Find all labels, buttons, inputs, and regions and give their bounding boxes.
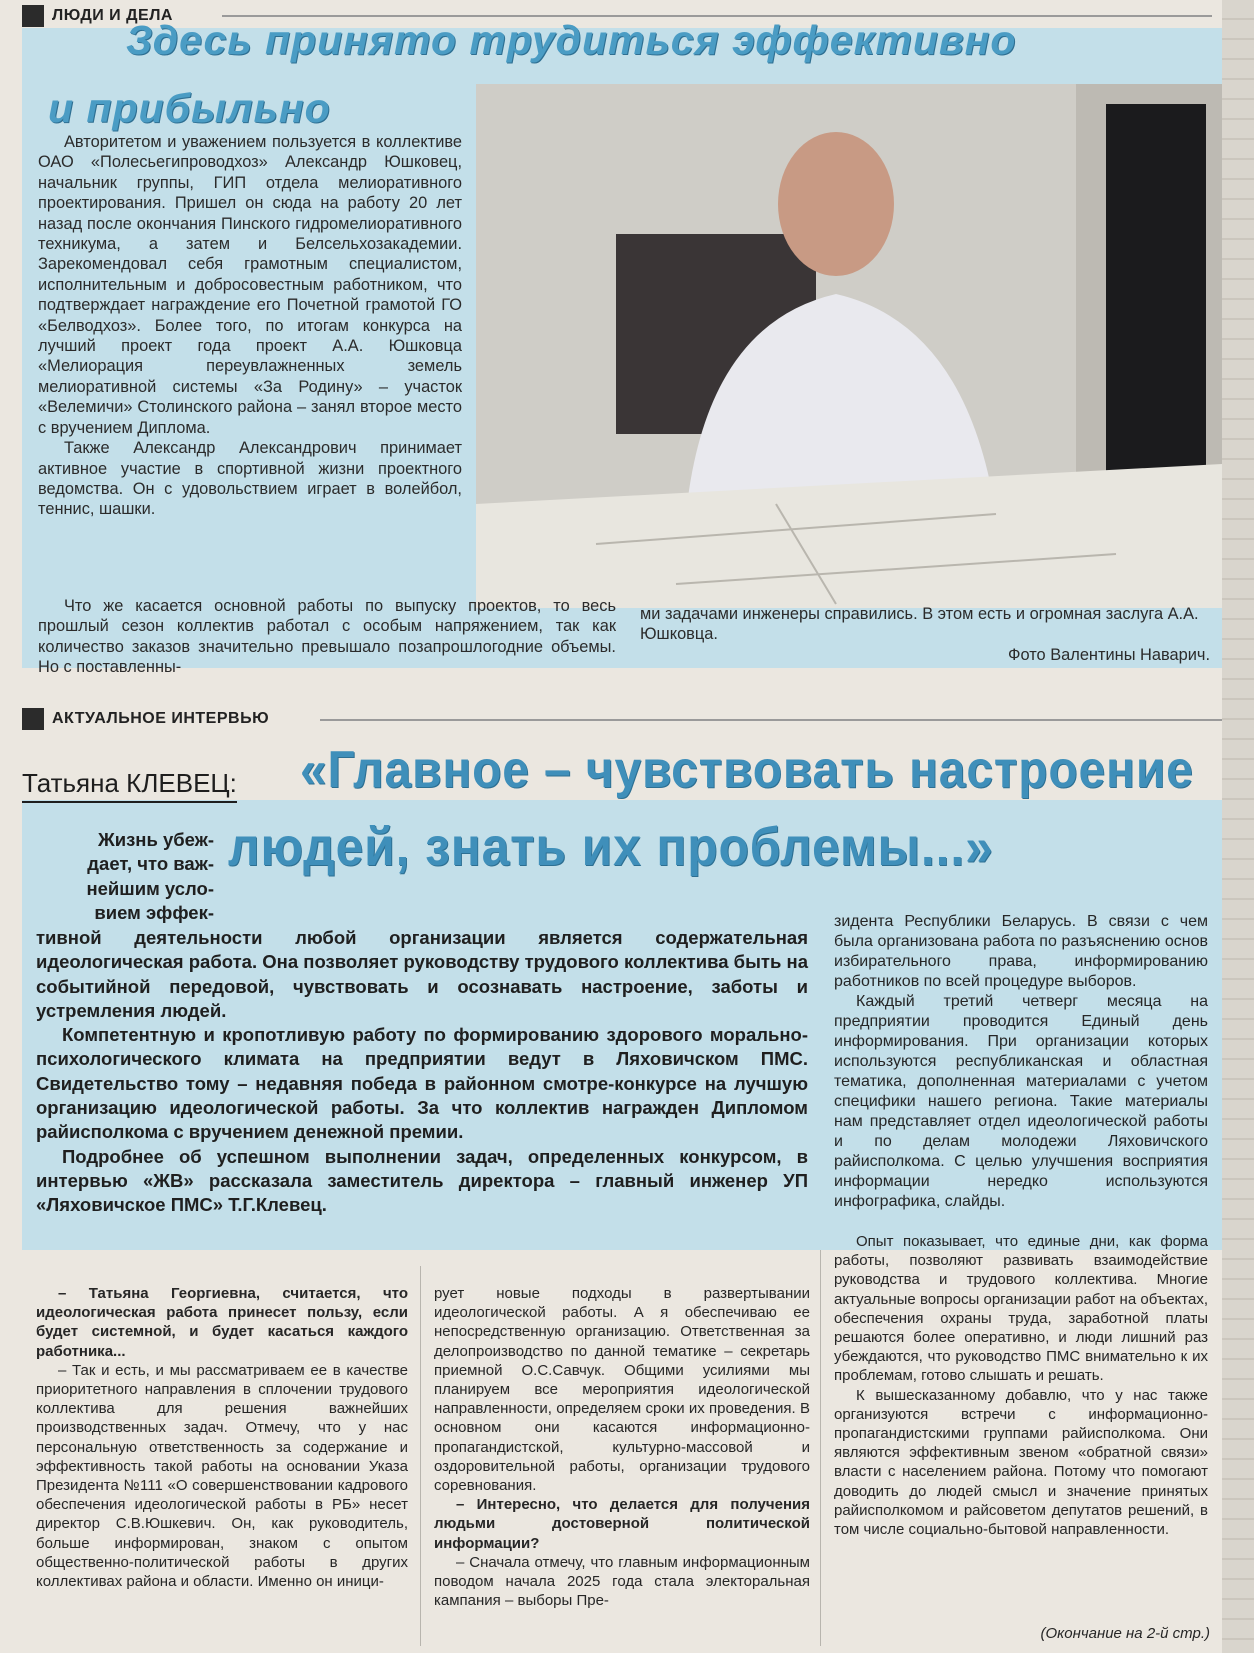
article1-paragraph: Что же касается основной работы по выпуску проектов, то весь прошлый сезон коллектив работал с особым напряжением, так как количество заказов значительно превышало позапрошлогодние объемы. Но с поставленны- bbox=[38, 597, 616, 677]
author-name: Татьяна КЛЕВЕЦ: bbox=[22, 768, 237, 798]
article2-author bbox=[22, 768, 237, 803]
rubric-square-icon bbox=[22, 708, 44, 730]
lead-line: дает, что важ- bbox=[87, 853, 214, 875]
rubric-square-icon bbox=[22, 5, 44, 27]
rubric-label: АКТУАЛЬНОЕ ИНТЕРВЬЮ bbox=[52, 710, 270, 727]
person-head bbox=[778, 132, 894, 276]
lead-body bbox=[36, 926, 808, 1218]
interview-col3 bbox=[834, 1232, 1208, 1539]
interview-question: – Татьяна Георгиевна, считается, что идеологическая работа принесет пользу, если будет системной, и будет касаться каждого работника... bbox=[36, 1285, 408, 1360]
lead-paragraph: тивной деятельности любой организации является содержательная идеологическая работа. Она позволяет руководству трудового коллектива быть на событийной передовой, чувствовать и осознавать настроение, заботы и устремления людей. bbox=[36, 927, 808, 1021]
interview-paragraph: рует новые подходы в развертывании идеологической работы. А я обеспечиваю ее непосредственную организацию. Ответственная за делопроизводство по данной тематике – секретарь приемной О.С.Савчук. Общими усилиями мы планируем все мероприятия идеологической направленности, определяем сроки их проведения. В основном они касаются информационно-пропагандистской, культурно-массовой и оздоровительной работы, организации трудового соревнования. bbox=[434, 1285, 810, 1495]
column-divider bbox=[420, 1266, 421, 1646]
interview-paragraph: – Сначала отмечу, что главным информационным поводом начала 2025 года стала электоральная кампания – выборы Пре- bbox=[434, 1553, 810, 1610]
rubric-label: ЛЮДИ И ДЕЛА bbox=[52, 7, 173, 24]
neighbor-page-edge bbox=[1222, 0, 1254, 1653]
article1-body-bottom bbox=[38, 596, 616, 678]
lead-paragraph: Компетентную и кропотливую работу по формированию здорового морально-психологического климата на предприятии ведут в Ляховичском ПМС. Свидетельство тому – недавняя победа в районном смотре-конкурсе на лучшую организацию идеологической работы. За что коллектив награжден Дипломом райисполкома с вручением денежной премии. bbox=[36, 1024, 808, 1143]
article1-photo bbox=[476, 84, 1222, 608]
article1-continuation: ми задачами инженеры справились. В этом есть и огромная заслуга А.А. Юшковца. bbox=[640, 605, 1199, 644]
interview-paragraph: Опыт показывает, что единые дни, как форма работы, позволяют развивать взаимодействие руководства и трудового коллектива. Многие актуальные вопросы организации работ на объектах, обеспечения охраны труда, заработной платы решаются более оперативно, и люди лишний раз убеждаются, что руководство ПМС внимательно к их проблемам, готово слышать и решать. bbox=[834, 1233, 1208, 1385]
interview-paragraph: Каждый третий четверг месяца на предприятии проводится Единый день информирования. При организации которых используются республиканская и областная тематика, дополненная материалами с учетом специфики нашего региона. Такие материалы нам представляет отдел идеологической работы и по делам молодежи Ляховичского райисполкома. С целью улучшения восприятия информации нередко используются инфографика, слайды. bbox=[834, 993, 1208, 1210]
interview-col1 bbox=[36, 1284, 408, 1591]
article1-paragraph: Также Александр Александрович принимает активное участие в спортивной жизни проектного ведомства. Он с удовольствием играет в волейбол, теннис, шашки. bbox=[38, 439, 462, 519]
interview-col3-top bbox=[834, 912, 1208, 1212]
article1-body bbox=[38, 132, 462, 520]
interview-paragraph: зидента Республики Беларусь. В связи с чем была организована работа по разъяснению основ избирательного права, информированию работников по всей процедуре выборов. bbox=[834, 913, 1208, 990]
interview-question: – Интересно, что делается для получения людьми достоверной политической информации? bbox=[434, 1496, 810, 1552]
column-divider bbox=[820, 1250, 821, 1646]
continued-note: (Окончание на 2-й стр.) bbox=[1040, 1625, 1210, 1642]
lead-narrow-block bbox=[36, 828, 214, 925]
interview-paragraph: – Так и есть, и мы рассматриваем ее в качестве приоритетного направления в сплочении трудового коллектива для решения важнейших производственных задач. Отмечу, что у нас персональную ответственность за содержание и эффективность такой работы на основании Указа Президента №111 «О совершенствовании кадрового обеспечения идеологической работы в РБ» несет директор С.В.Юшкевич. Он, как руководитель, больше информирован, знаком с опытом общественно-политической работы в других коллективах района и области. Именно он иници- bbox=[36, 1361, 408, 1591]
lead-line: вием эффек- bbox=[94, 901, 214, 923]
article2-title-line2: людей, знать их проблемы...» bbox=[228, 817, 994, 877]
lead-line: Жизнь убеж- bbox=[97, 829, 214, 850]
lead-paragraph: Подробнее об успешном выполнении задач, определенных конкурсом, в интервью «ЖВ» рассказала заместитель директора – главный инженер УП «Ляховичское ПМС» Т.Г.Клевец. bbox=[36, 1145, 808, 1216]
section-rubric-interview bbox=[22, 707, 269, 731]
interview-col2 bbox=[434, 1284, 810, 1610]
interview-paragraph: К вышесказанному добавлю, что у нас также организуются встречи с информационно-пропагандистскими группами райисполкома. Они являются эффективным звеном «обратной связи» власти с населением района. Потому что помогают доводить до людей смысл и значение принятых райисполкомом и райсоветом депутатов решений, в том числе социально-бытовой направленности. bbox=[834, 1386, 1208, 1539]
photo-credit: Фото Валентины Наварич. bbox=[1008, 646, 1210, 664]
photo-illustration bbox=[476, 84, 1222, 608]
rubric-rule bbox=[320, 719, 1222, 721]
article1-paragraph: Авторитетом и уважением пользуется в коллективе ОАО «Полесьегипроводхоз» Александр Юшковец, начальник группы, ГИП отдела мелиоративного проектирования. Пришел он сюда на работу 20 лет назад после окончания Пинского гидромелиоративного техникума, а затем и Белсельхозакадемии. Зарекомендовал себя грамотным специалистом, исполнительным и добросовестным работником, что подтверждает награждение его Почетной грамотой ГО «Белводхоз». Более того, по итогам конкурса на лучший проект года проект А.А. Юшковца «Мелиорация переувлажненных земель мелиоративной системы «За Родину» – участок «Велемичи» Столинского района – занял второе место с вручением Диплома. bbox=[38, 133, 462, 437]
article1-title-line2: и прибыльно bbox=[48, 85, 331, 131]
article1-title-line1: Здесь принято трудиться эффективно bbox=[126, 17, 1017, 63]
lead-line: нейшим усло- bbox=[86, 877, 214, 899]
article2-title-line1: «Главное – чувствовать настроение bbox=[300, 741, 1194, 799]
